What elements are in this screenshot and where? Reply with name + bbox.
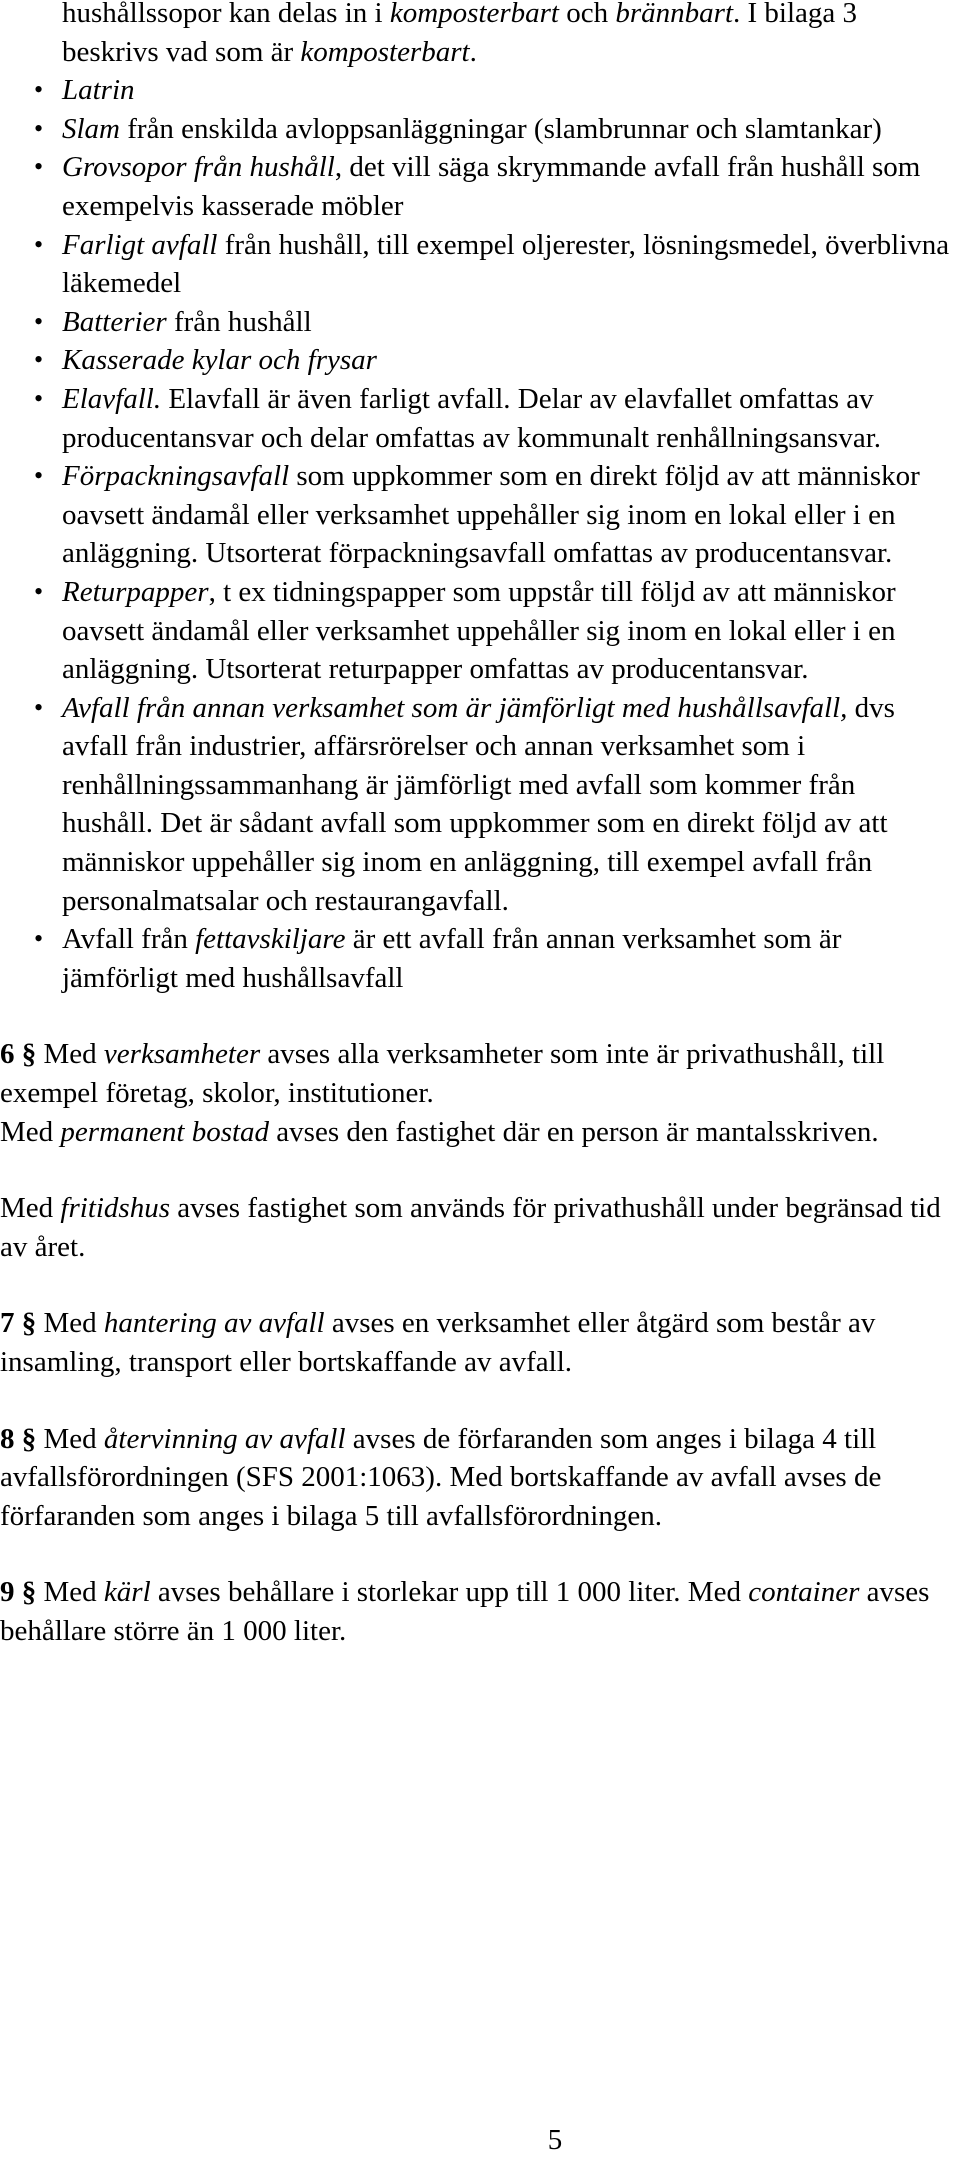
- paragraph-text: Med: [36, 1307, 104, 1340]
- term-container: container: [748, 1576, 860, 1609]
- list-item: [34, 148, 950, 225]
- intro-text: och: [559, 0, 616, 29]
- bullet-dot-icon: •: [34, 924, 44, 954]
- item-text: , t ex tidningspapper som uppstår till följd av att människor oavsett ändamål eller verksamhet uppehåller sig inom en lokal eller i en anläggning. Utsorterat returpapper omfattas av producentansvar.: [62, 575, 896, 686]
- term-brannbart: brännbart: [615, 0, 734, 29]
- paragraph-text: Med: [36, 1038, 104, 1071]
- paragraph-text: avses en verksamhet eller åtgärd som består av insamling, transport eller bortskaffande av avfall.: [0, 1307, 876, 1378]
- intro-paragraph: [62, 0, 950, 71]
- intro-text: . I bilaga 3 beskrivs vad som är: [62, 0, 858, 68]
- list-item: [34, 920, 950, 997]
- term: Avfall från annan verksamhet som är jämförligt med hushållsavfall,: [62, 691, 848, 724]
- paragraph-text: avses behållare i storlekar upp till 1 000 liter. Med: [150, 1576, 749, 1609]
- bullet-dot-icon: •: [34, 152, 44, 182]
- list-item: [34, 226, 950, 303]
- term: Returpapper: [62, 575, 209, 608]
- paragraph-6-definition: [0, 1035, 950, 1112]
- term: Grovsopor från hushåll: [62, 151, 335, 184]
- intro-text: .: [469, 35, 477, 68]
- item-text: Elavfall är även farligt avfall. Delar av elavfallet omfattas av producentansvar och delar omfattas av kommunalt renhållningsansvar.: [62, 382, 881, 454]
- item-text: är ett avfall från annan verksamhet som är jämförligt med hushållsavfall: [62, 923, 842, 994]
- paragraph-number: 7 §: [0, 1307, 37, 1340]
- term: Farligt avfall: [62, 228, 218, 261]
- item-text: från hushåll: [166, 305, 312, 338]
- term-karl: kärl: [103, 1576, 151, 1609]
- term: Batterier: [62, 305, 167, 338]
- list-item: [34, 689, 950, 921]
- term: Latrin: [62, 74, 135, 107]
- bullet-dot-icon: •: [34, 75, 44, 105]
- term-verksamheter: verksamheter: [103, 1038, 261, 1071]
- list-item: [34, 341, 950, 380]
- term: Förpackningsavfall: [62, 460, 290, 493]
- paragraph-6: [0, 1035, 950, 1151]
- term-komposterbart: komposterbart: [389, 0, 559, 29]
- paragraph-text: avses de förfaranden som anges i bilaga 4 till avfallsförordningen (SFS 2001:1063). Med bortskaffande av avfall avses de förfaranden som anges i bilaga 5 till avfallsförordningen.: [0, 1422, 882, 1532]
- item-text: dvs avfall från industrier, affärsrörelser och annan verksamhet som i renhållningssammanhang är jämförligt med avfall som kommer från hushåll. Det är sådant avfall som uppkommer som en direkt följd av att människor uppehåller sig inom en anläggning, till exempel avfall från personalmatsalar och restaurangavfall.: [62, 691, 895, 917]
- waste-category-list: [0, 71, 960, 997]
- paragraph-9: [0, 1573, 950, 1650]
- paragraph-text: Med: [0, 1115, 61, 1148]
- item-text: från enskilda avloppsanläggningar (slambrunnar och slamtankar): [120, 112, 882, 145]
- list-item: [34, 457, 950, 573]
- bullet-dot-icon: •: [34, 229, 44, 259]
- item-text: från hushåll, till exempel oljerester, lösningsmedel, överblivna läkemedel: [62, 228, 950, 300]
- list-item: [34, 110, 950, 149]
- term: fettavskiljare: [195, 923, 346, 956]
- term: Elavfall.: [62, 382, 162, 415]
- paragraph-number: 6 §: [0, 1038, 37, 1071]
- paragraph-text: avses fastighet som används för privathushåll under begränsad tid av året.: [0, 1192, 941, 1263]
- term: Slam: [62, 112, 120, 145]
- paragraph-text: avses behållare större än 1 000 liter.: [0, 1576, 930, 1647]
- item-text: Avfall från: [62, 923, 196, 956]
- bullet-dot-icon: •: [34, 576, 44, 606]
- intro-text: hushållssopor kan delas in i: [62, 0, 390, 29]
- paragraph-text: avses den fastighet där en person är mantalsskriven.: [269, 1115, 879, 1148]
- list-item: [34, 71, 950, 110]
- paragraph-text: Med: [36, 1576, 104, 1609]
- paragraph-number: 8 §: [0, 1422, 37, 1455]
- bullet-dot-icon: •: [34, 461, 44, 491]
- term-atervinning-av-avfall: återvinning av avfall: [103, 1422, 346, 1455]
- list-item: [34, 303, 950, 342]
- term-komposterbart: komposterbart: [300, 35, 470, 68]
- bullet-dot-icon: •: [34, 345, 44, 375]
- term-permanent-bostad: permanent bostad: [60, 1115, 270, 1148]
- bullet-dot-icon: •: [34, 306, 44, 336]
- paragraph-8: [0, 1420, 950, 1536]
- list-item: [34, 380, 950, 457]
- bullet-dot-icon: •: [34, 383, 44, 413]
- paragraph-text: Med: [36, 1422, 104, 1455]
- paragraph-text: avses alla verksamheter som inte är privathushåll, till exempel företag, skolor, institutioner.: [0, 1038, 885, 1110]
- paragraph-text: Med: [0, 1192, 61, 1225]
- list-item: [34, 573, 950, 689]
- term: Kasserade kylar och frysar: [62, 344, 377, 377]
- paragraph-number: 9 §: [0, 1576, 37, 1609]
- term-fritidshus: fritidshus: [60, 1192, 171, 1225]
- paragraph-fritidshus: [0, 1189, 950, 1266]
- item-text: , det vill säga skrymmande avfall från hushåll som exempelvis kasserade möbler: [62, 151, 921, 222]
- paragraph-7: [0, 1304, 950, 1381]
- bullet-dot-icon: •: [34, 113, 44, 143]
- page-number: 5: [547, 2124, 563, 2156]
- term-hantering-av-avfall: hantering av avfall: [103, 1307, 325, 1340]
- item-text: som uppkommer som en direkt följd av att människor oavsett ändamål eller verksamhet uppehåller sig inom en lokal eller i en anläggning. Utsorterat förpackningsavfall omfattas av producentansvar.: [62, 460, 920, 570]
- bullet-dot-icon: •: [34, 692, 44, 722]
- paragraph-6-permanent-bostad: [0, 1113, 950, 1152]
